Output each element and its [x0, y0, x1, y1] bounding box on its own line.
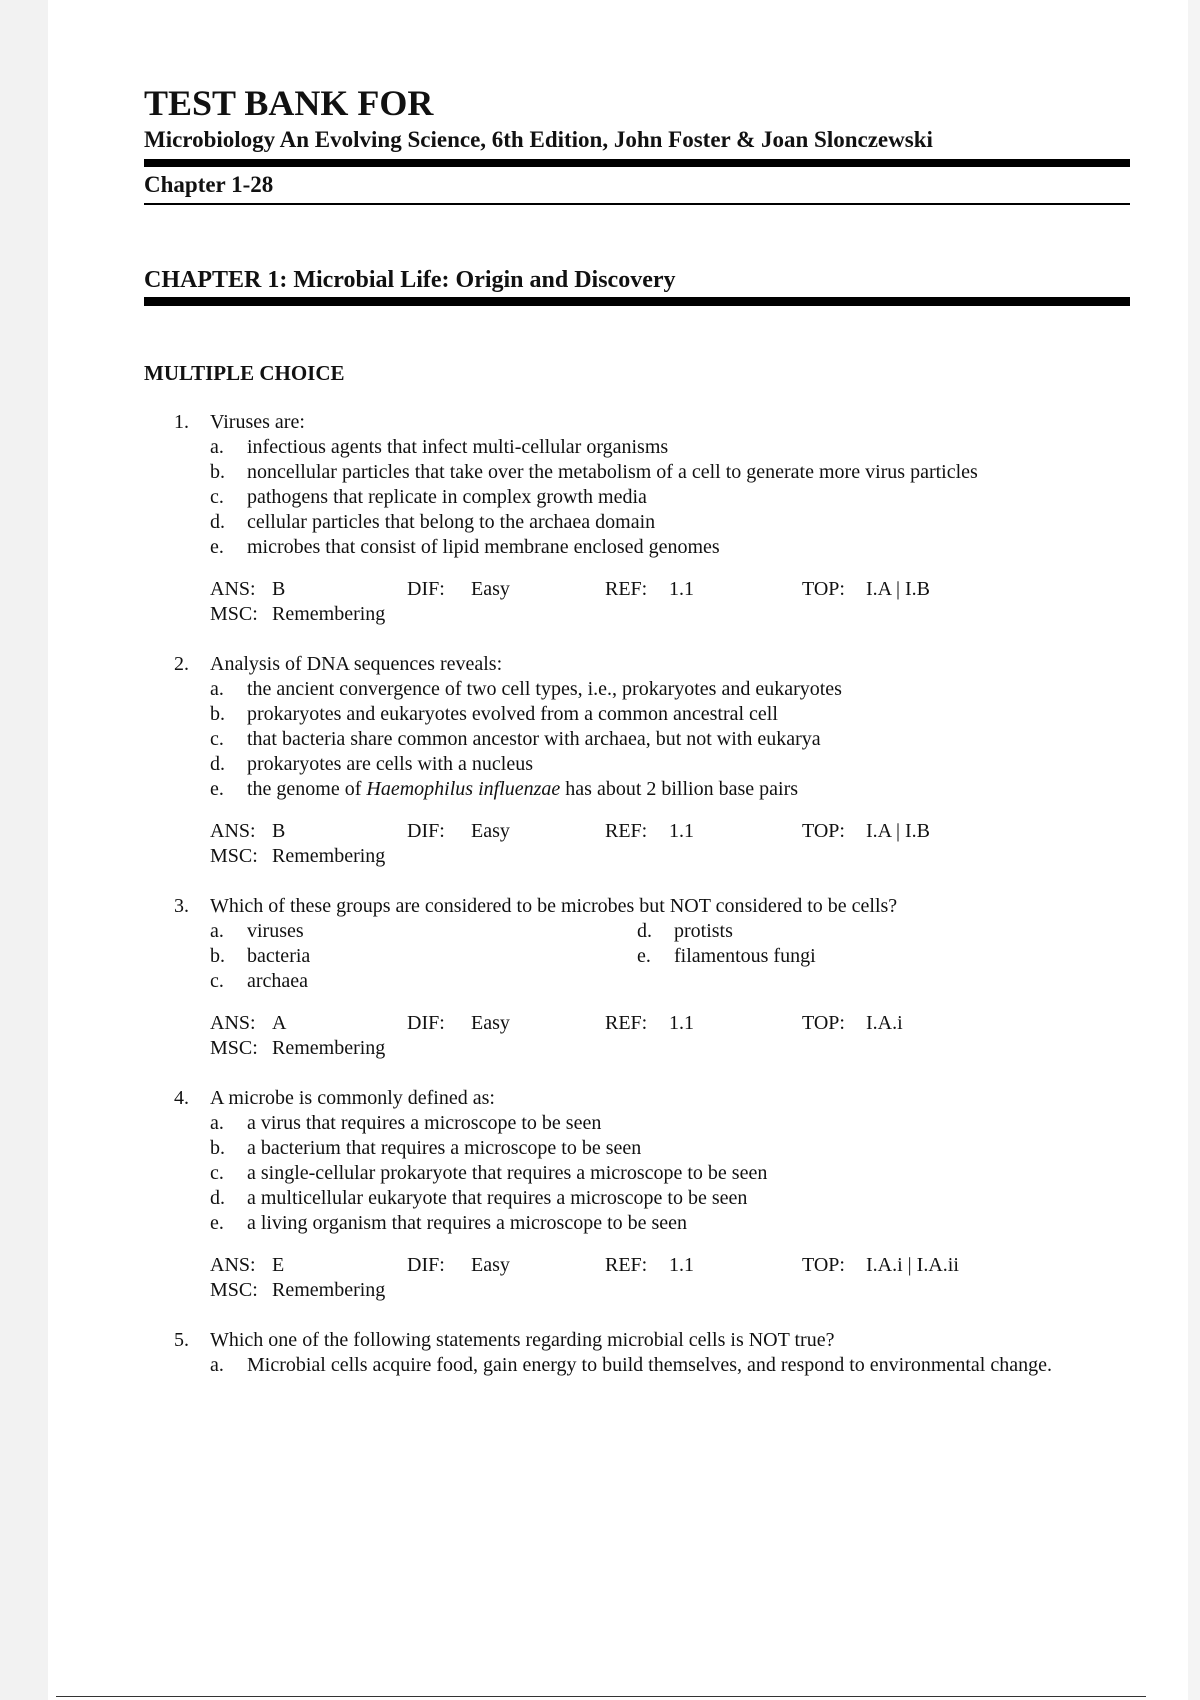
answer-options-two-column — [210, 919, 1130, 994]
question-item — [144, 652, 1130, 869]
answer-metadata — [210, 577, 1130, 627]
ans-label: ANS: — [210, 1012, 256, 1034]
option-letter: e. — [637, 945, 651, 967]
ref-label: REF: — [605, 1254, 648, 1276]
ref-value: 1.1 — [669, 578, 694, 600]
chapter-rule — [144, 297, 1130, 306]
answer-option — [210, 435, 1130, 460]
option-letter: a. — [210, 920, 224, 942]
option-letter: e. — [210, 536, 224, 558]
dif-value: Easy — [471, 1012, 510, 1034]
answer-column — [637, 919, 1064, 994]
chapter-range: Chapter 1-28 — [144, 172, 274, 197]
ans-value: A — [272, 1012, 287, 1034]
question-number: 4. — [174, 1087, 189, 1109]
ref-label: REF: — [605, 820, 648, 842]
question-item — [144, 410, 1130, 627]
msc-value: Remembering — [272, 1279, 386, 1301]
option-letter: a. — [210, 1112, 224, 1134]
option-letter: c. — [210, 728, 224, 750]
msc-label: MSC: — [210, 845, 258, 867]
option-text: pathogens that replicate in complex growth media — [247, 486, 647, 508]
answer-metadata — [210, 819, 1130, 869]
answer-option — [210, 702, 1130, 727]
answer-option — [210, 919, 637, 944]
scan-margin-left — [0, 0, 48, 1700]
answer-option — [637, 944, 1064, 969]
metadata-row — [210, 1253, 1130, 1278]
ref-value: 1.1 — [669, 1012, 694, 1034]
option-letter: a. — [210, 1354, 224, 1376]
option-text: Microbial cells acquire food, gain energy to build themselves, and respond to environmental change. — [247, 1354, 1052, 1376]
metadata-row — [210, 1278, 1130, 1303]
top-value: I.A | I.B — [866, 578, 931, 600]
ans-value: E — [272, 1254, 285, 1276]
option-text: bacteria — [247, 945, 311, 967]
msc-value: Remembering — [272, 603, 386, 625]
ref-label: REF: — [605, 1012, 648, 1034]
answer-option — [210, 969, 637, 994]
top-label: TOP: — [802, 820, 845, 842]
question-item — [144, 1086, 1130, 1303]
question-number: 1. — [174, 411, 189, 433]
answer-option — [210, 1186, 1130, 1211]
option-text: filamentous fungi — [674, 945, 816, 967]
answer-option — [210, 460, 1130, 485]
question-list — [144, 410, 1130, 1378]
dif-label: DIF: — [407, 1254, 445, 1276]
answer-option — [637, 919, 1064, 944]
ans-label: ANS: — [210, 820, 256, 842]
question-stem: A microbe is commonly defined as: — [210, 1087, 495, 1109]
top-value: I.A.i — [866, 1012, 903, 1034]
option-letter: c. — [210, 970, 224, 992]
option-letter: a. — [210, 436, 224, 458]
option-letter: d. — [210, 753, 225, 775]
question-stem: Which one of the following statements regarding microbial cells is NOT true? — [210, 1329, 835, 1351]
answer-metadata — [210, 1011, 1130, 1061]
chapter-heading: CHAPTER 1: Microbial Life: Origin and Discovery — [144, 267, 676, 293]
answer-option — [210, 1161, 1130, 1186]
question-stem: Which of these groups are considered to be microbes but NOT considered to be cells? — [210, 895, 898, 917]
question-stem: Viruses are: — [210, 411, 305, 433]
msc-label: MSC: — [210, 1279, 258, 1301]
answer-option — [210, 944, 637, 969]
metadata-row — [210, 844, 1130, 869]
answer-option — [210, 485, 1130, 510]
answer-option — [210, 1211, 1130, 1236]
option-text: the genome of Haemophilus influenzae has about 2 billion base pairs — [247, 778, 799, 800]
metadata-row — [210, 819, 1130, 844]
ans-value: B — [272, 820, 286, 842]
dif-value: Easy — [471, 578, 510, 600]
option-letter: c. — [210, 486, 224, 508]
ans-label: ANS: — [210, 578, 256, 600]
question-number: 3. — [174, 895, 189, 917]
option-text: archaea — [247, 970, 309, 992]
answer-option — [210, 752, 1130, 777]
ref-label: REF: — [605, 578, 648, 600]
option-letter: b. — [210, 703, 225, 725]
msc-value: Remembering — [272, 845, 386, 867]
option-letter: d. — [637, 920, 652, 942]
answer-metadata — [210, 1253, 1130, 1303]
top-value: I.A | I.B — [866, 820, 931, 842]
metadata-row — [210, 577, 1130, 602]
document-title: TEST BANK FOR — [144, 83, 434, 123]
question-stem: Analysis of DNA sequences reveals: — [210, 653, 503, 675]
option-letter: d. — [210, 1187, 225, 1209]
question-item — [144, 894, 1130, 1061]
msc-label: MSC: — [210, 1037, 258, 1059]
option-text: a multicellular eukaryote that requires a microscope to be seen — [247, 1187, 748, 1209]
option-text: noncellular particles that take over the metabolism of a cell to generate more virus particles — [247, 461, 978, 483]
option-text: viruses — [247, 920, 304, 942]
option-letter: e. — [210, 1212, 224, 1234]
dif-value: Easy — [471, 1254, 510, 1276]
chapter-range-rule — [144, 203, 1130, 205]
book-title: Microbiology An Evolving Science, 6th Edition, John Foster & Joan Slonczewski — [144, 127, 933, 152]
option-text: a living organism that requires a microscope to be seen — [247, 1212, 688, 1234]
document-page — [144, 82, 1130, 1403]
dif-label: DIF: — [407, 578, 445, 600]
question-number: 5. — [174, 1329, 189, 1351]
answer-column — [210, 919, 637, 994]
option-letter: c. — [210, 1162, 224, 1184]
ans-label: ANS: — [210, 1254, 256, 1276]
answer-option — [210, 535, 1130, 560]
metadata-row — [210, 602, 1130, 627]
top-label: TOP: — [802, 1012, 845, 1034]
ans-value: B — [272, 578, 286, 600]
option-letter: b. — [210, 461, 225, 483]
option-letter: a. — [210, 678, 224, 700]
answer-option — [210, 677, 1130, 702]
option-text: that bacteria share common ancestor with archaea, but not with eukarya — [247, 728, 821, 750]
ref-value: 1.1 — [669, 1254, 694, 1276]
top-label: TOP: — [802, 1254, 845, 1276]
section-heading: MULTIPLE CHOICE — [144, 361, 345, 385]
option-text: cellular particles that belong to the archaea domain — [247, 511, 656, 533]
option-text: the ancient convergence of two cell types, i.e., prokaryotes and eukaryotes — [247, 678, 842, 700]
option-text: prokaryotes are cells with a nucleus — [247, 753, 534, 775]
ref-value: 1.1 — [669, 820, 694, 842]
answer-option — [210, 777, 1130, 802]
answer-option — [210, 1136, 1130, 1161]
option-text: prokaryotes and eukaryotes evolved from a common ancestral cell — [247, 703, 778, 725]
header-rule — [144, 159, 1130, 167]
answer-option — [210, 1353, 1130, 1378]
option-text: microbes that consist of lipid membrane enclosed genomes — [247, 536, 720, 558]
option-letter: b. — [210, 945, 225, 967]
species-name: Haemophilus influenzae — [366, 778, 561, 800]
dif-label: DIF: — [407, 820, 445, 842]
metadata-row — [210, 1011, 1130, 1036]
dif-label: DIF: — [407, 1012, 445, 1034]
option-letter: d. — [210, 511, 225, 533]
question-item — [144, 1328, 1130, 1378]
top-value: I.A.i | I.A.ii — [866, 1254, 959, 1276]
scan-margin-right — [1188, 0, 1200, 1700]
answer-option — [210, 1111, 1130, 1136]
option-letter: e. — [210, 778, 224, 800]
msc-value: Remembering — [272, 1037, 386, 1059]
option-text: a virus that requires a microscope to be seen — [247, 1112, 602, 1134]
dif-value: Easy — [471, 820, 510, 842]
msc-label: MSC: — [210, 603, 258, 625]
option-text: infectious agents that infect multi-cellular organisms — [247, 436, 669, 458]
option-text: a single-cellular prokaryote that requires a microscope to be seen — [247, 1162, 768, 1184]
option-letter: b. — [210, 1137, 225, 1159]
footer-rule — [56, 1696, 1146, 1697]
question-number: 2. — [174, 653, 189, 675]
answer-option — [210, 727, 1130, 752]
metadata-row — [210, 1036, 1130, 1061]
top-label: TOP: — [802, 578, 845, 600]
answer-option — [210, 510, 1130, 535]
option-text: a bacterium that requires a microscope to be seen — [247, 1137, 642, 1159]
option-text: protists — [674, 920, 733, 942]
